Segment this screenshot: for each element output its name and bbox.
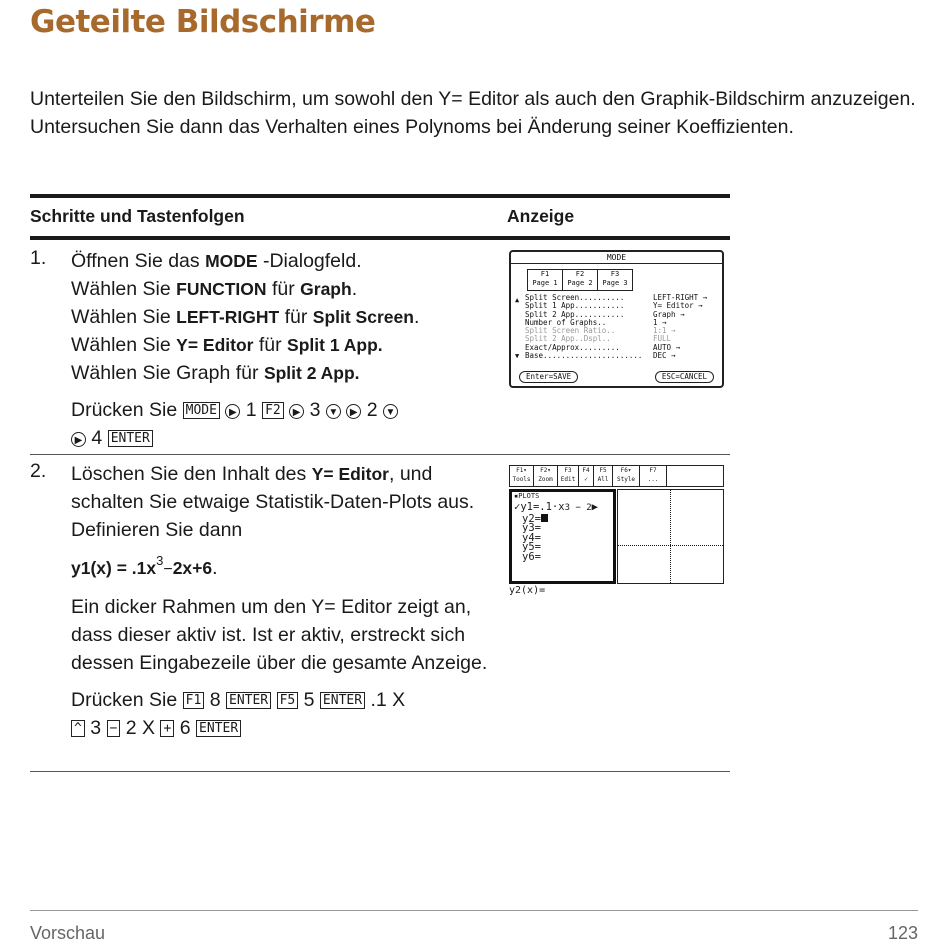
text: 1	[245, 399, 257, 421]
right-arrow-icon: ▶	[225, 404, 240, 419]
scroll-up-icon: ▲	[515, 296, 520, 304]
plots-label: ▪PLOTS	[514, 492, 540, 500]
setting-value: 1:1 →	[653, 326, 676, 336]
y6-line: y6=	[522, 550, 541, 563]
y-editor-pane	[509, 489, 616, 584]
mode-dialog-header: MODE	[511, 252, 722, 264]
mode-dialog-screen	[509, 250, 724, 388]
y-axis	[670, 490, 672, 583]
page-number: 123	[887, 923, 918, 943]
text-bold: Split 1 App.	[287, 335, 383, 355]
x-axis	[618, 545, 723, 547]
enter-save-button: Enter=SAVE	[519, 371, 578, 383]
text-bold: Y= Editor	[176, 335, 254, 355]
toolbar-more: F7 ...	[640, 465, 667, 487]
graph-pane	[617, 489, 724, 584]
minus-key: −	[107, 720, 121, 737]
text: Drücken Sie	[71, 399, 178, 421]
right-arrow-icon: ▶	[289, 404, 304, 419]
enter-key: ENTER	[226, 692, 271, 709]
setting-value: Graph →	[653, 309, 685, 319]
setting-label: Split Screen Ratio..	[525, 326, 616, 336]
keystroke-sequence	[71, 686, 491, 742]
right-arrow-icon: ▶	[346, 404, 361, 419]
text: Löschen Sie den Inhalt des	[71, 463, 312, 485]
down-arrow-icon: ▼	[383, 404, 398, 419]
table-row-2	[30, 455, 730, 771]
text: −	[163, 561, 173, 578]
text: 3	[90, 717, 102, 739]
y4-line: y4=	[522, 531, 541, 544]
text: für	[266, 278, 301, 300]
down-arrow-icon: ▼	[326, 404, 341, 419]
table-bottom-rule	[30, 771, 730, 772]
setting-value: Y= Editor →	[653, 301, 703, 311]
tab-page-3: F3 Page 3	[598, 269, 633, 291]
tab-page-2: F2 Page 2	[563, 269, 598, 291]
mode-key: MODE	[183, 402, 220, 419]
setting-label: Split 2 App..Dspl..	[525, 334, 611, 344]
plus-key: +	[160, 720, 174, 737]
enter-key: ENTER	[108, 430, 153, 447]
text-bold: FUNCTION	[176, 279, 267, 299]
text-bold: Split Screen	[312, 307, 414, 327]
step-number: 2.	[30, 460, 47, 482]
steps-table	[30, 194, 730, 772]
text: Öffnen Sie das	[71, 250, 206, 272]
step-number: 1.	[30, 247, 47, 269]
column-header-display: Anzeige	[507, 206, 575, 226]
step-instructions	[71, 247, 501, 452]
text: .	[212, 557, 218, 579]
text-bold: Graph	[300, 279, 352, 299]
text: für	[253, 334, 288, 356]
scroll-right-icon: ▶	[591, 501, 598, 513]
footer-rule	[30, 910, 918, 911]
list-item	[525, 352, 721, 360]
setting-value: AUTO →	[653, 342, 681, 352]
f2-key: F2	[262, 402, 284, 419]
toolbar-check: F4 ✓	[579, 465, 594, 487]
setting-label: Number of Graphs..	[525, 317, 607, 327]
text: 6	[179, 717, 191, 739]
text: Drücken Sie	[71, 689, 178, 711]
entry-line: y2(x)=	[509, 585, 546, 596]
text: 4	[91, 427, 103, 449]
equation	[71, 547, 491, 584]
text: .	[413, 306, 420, 328]
f1-key: F1	[183, 692, 205, 709]
setting-label: Base......................	[525, 351, 643, 361]
text-bold: Split 2 App.	[263, 363, 360, 383]
text: Wählen Sie	[71, 278, 177, 300]
page-title: Geteilte Bildschirme	[30, 4, 376, 40]
setting-label: Exact/Approx.........	[525, 342, 620, 352]
text-bold: MODE	[205, 251, 258, 271]
keystroke-sequence	[71, 396, 501, 452]
footer-section-label: Vorschau	[30, 923, 106, 943]
right-arrow-icon: ▶	[71, 432, 86, 447]
text-bold: LEFT-RIGHT	[176, 307, 280, 327]
toolbar-edit: F3 Edit	[558, 465, 579, 487]
caret-key: ^	[71, 720, 85, 737]
setting-value: LEFT-RIGHT →	[653, 293, 708, 302]
esc-cancel-button: ESC=CANCEL	[655, 371, 714, 383]
toolbar-tools: F1▾ Tools	[509, 465, 534, 487]
intro-paragraph: Unterteilen Sie den Bildschirm, um sowohl den Y= Editor als auch den Graphik-Bildschirm anzuzeigen. Untersuchen Sie dann das Verhalten eines Polynoms bei Änderung seiner Koeffizienten.	[30, 88, 916, 138]
text: 2	[366, 399, 378, 421]
text: 5	[303, 689, 315, 711]
text: Wählen Sie	[71, 306, 177, 328]
text: .1 X	[370, 689, 406, 711]
mode-settings-list	[525, 294, 721, 360]
enter-key: ENTER	[320, 692, 365, 709]
setting-value: FULL	[653, 334, 672, 344]
text: 3	[309, 399, 321, 421]
text: 3	[156, 553, 164, 568]
enter-key: ENTER	[196, 720, 241, 737]
text: ✓y1=.1·x	[514, 501, 565, 513]
mode-dialog-tabs	[527, 269, 633, 291]
text-bold: y1(x) = .1x	[71, 558, 157, 578]
text: y2=	[522, 512, 541, 525]
text: Wählen Sie Graph für	[71, 362, 264, 384]
cursor-icon	[541, 514, 548, 522]
toolbar-zoom: F2▾ Zoom	[534, 465, 558, 487]
toolbar-all: F5 All	[594, 465, 613, 487]
setting-label: Split 2 App...........	[525, 309, 625, 319]
f5-key: F5	[277, 692, 299, 709]
text-bold: 2x+6	[172, 558, 213, 578]
text: 2 X	[125, 717, 156, 739]
text: , und schalten Sie etwaige Statistik-Daten-Plots aus. Definieren Sie dann	[71, 463, 475, 541]
split-screen	[509, 465, 724, 596]
text: 8	[209, 689, 221, 711]
tab-page-1: F1 Page 1	[527, 269, 563, 291]
table-row-1	[30, 240, 730, 454]
text: Wählen Sie	[71, 334, 177, 356]
column-header-steps: Schritte und Tastenfolgen	[30, 206, 245, 226]
table-header	[30, 198, 730, 236]
text: Ein dicker Rahmen um den Y= Editor zeigt an, dass dieser aktiv ist. Ist er aktiv, erstreckt sich dessen Eingabezeile über die gesamte Anzeige.	[71, 596, 488, 674]
setting-label: Split Screen..........	[525, 293, 625, 302]
setting-value: DEC →	[653, 351, 676, 361]
y3-line: y3=	[522, 522, 541, 534]
setting-label: Split 1 App...........	[525, 301, 625, 311]
calculator-toolbar	[509, 465, 724, 487]
y5-line: y5=	[522, 541, 541, 553]
text: .	[351, 278, 358, 300]
text: -Dialogfeld.	[257, 250, 362, 272]
step-instructions	[71, 460, 491, 742]
setting-value: 1 →	[653, 317, 667, 327]
toolbar-empty	[667, 465, 724, 487]
text: für	[279, 306, 313, 328]
text: 3 − 2	[564, 503, 592, 513]
scroll-down-icon: ▼	[515, 352, 520, 360]
toolbar-style: F6▾ Style	[613, 465, 640, 487]
text-bold: Y= Editor	[311, 464, 389, 484]
